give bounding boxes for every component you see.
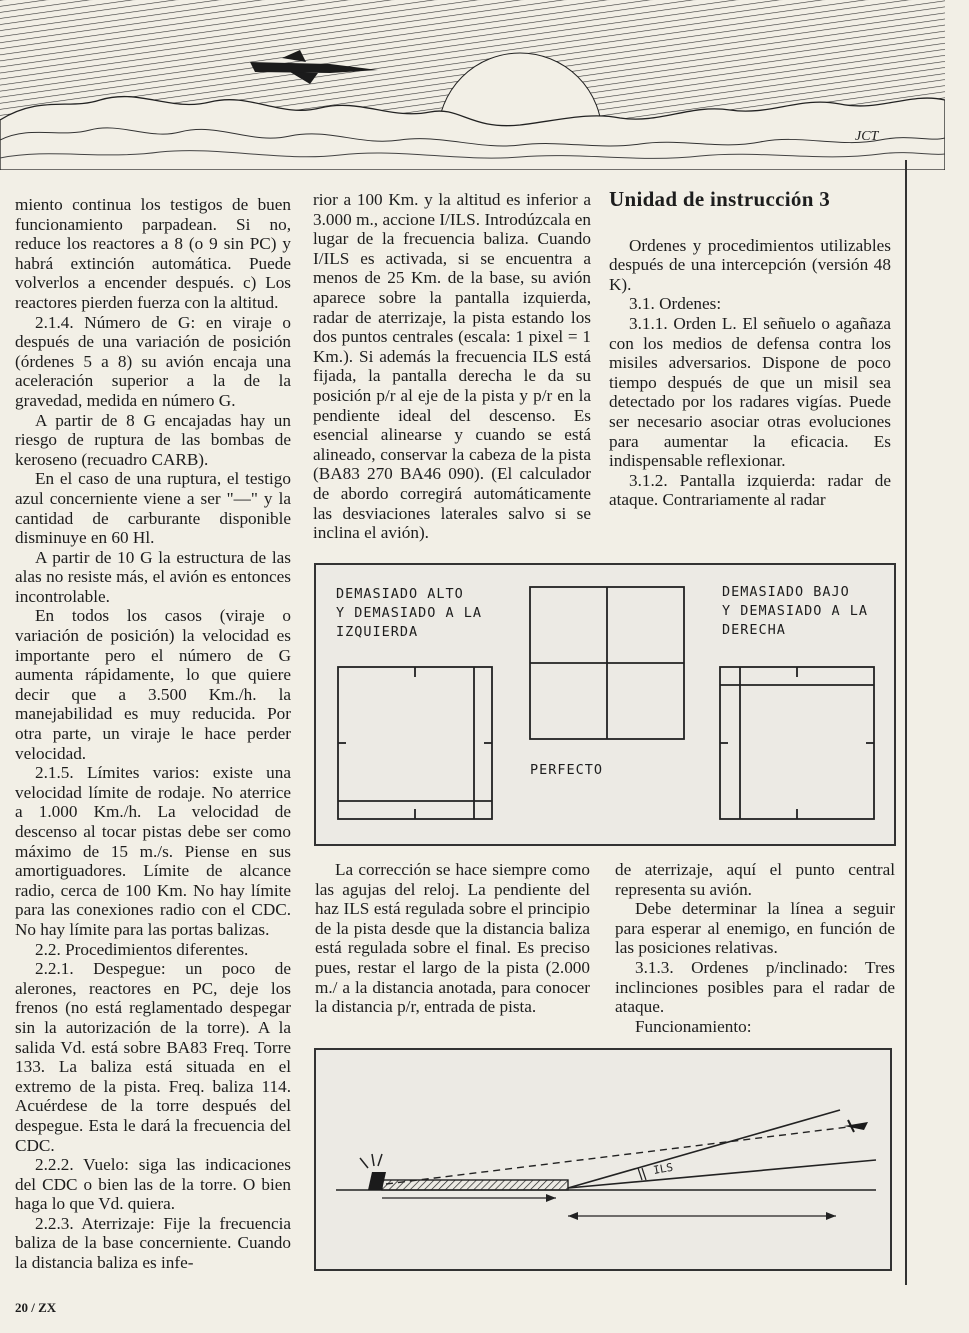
- page-frame-line: [905, 160, 907, 1285]
- header-illustration: [0, 0, 945, 170]
- paragraph: 2.1.4. Número de G: en viraje o después de una variación de posición (órdenes 5 a 8) su avión encaja una aceleración superior a la de la gravedad, medida en número G.: [15, 312, 291, 410]
- page-number: 20 / ZX: [15, 1300, 57, 1315]
- aircraft-icon: [844, 1120, 868, 1132]
- paragraph: A partir de 10 G la estructura de las alas no resiste más, el avión es entonces incontrolable.: [15, 547, 291, 606]
- ils-screens-drawing: [316, 565, 894, 844]
- paragraph: 2.2.3. Aterrizaje: Fije la frecuencia baliza de la base concerniente. Cuando la distancia baliza es infe-: [15, 1213, 291, 1273]
- glidepath-drawing: [316, 1050, 890, 1269]
- paragraph: 2.2. Procedimientos diferentes.: [35, 939, 249, 959]
- paragraph: 2.2.2. Vuelo: siga las indicaciones del CDC o bien las de la torre. O bien haga lo que Vd. quiera.: [15, 1155, 291, 1214]
- paragraph: 3.1.1. Orden L. El señuelo o agañaza con los medios de defensa contra los misiles adversarios. Dispone de poco tiempo después de que un misil sea detectado por los radares vigías. Puede ser necesario asociar otras evoluciones para aumentar la eficacia. Es indispensable reflexionar.: [609, 313, 891, 471]
- label-too-low-right: DEMASIADO BAJO Y DEMASIADO A LA DERECHA: [722, 584, 869, 638]
- paragraph: 3.1. Ordenes:: [629, 294, 722, 314]
- paragraph: Debe determinar la línea a seguir para esperar al enemigo, en función de las posiciones relativas.: [615, 899, 895, 958]
- ils-beam-label: ILS: [652, 1160, 675, 1177]
- paragraph: 3.1.2. Pantalla izquierda: radar de ataque. Contrariamente al radar: [609, 470, 891, 510]
- paragraph: En el caso de una ruptura, el testigo azul concerniente viene a ser "—" y la cantidad de carburante disponible disminuye en 60 Hl.: [15, 469, 291, 548]
- column-3-bottom: [615, 860, 895, 1036]
- sunset-clouds-illustration: [0, 0, 945, 170]
- column-2-bottom: [315, 860, 590, 1017]
- column-3: [609, 187, 891, 510]
- section-title: Unidad de instrucción 3: [609, 187, 831, 211]
- label-perfect: PERFECTO: [530, 762, 604, 778]
- paragraph: Funcionamiento:: [635, 1016, 752, 1036]
- artist-signature: JCT: [855, 129, 879, 144]
- ils-indicator-diagram: [314, 563, 896, 846]
- label-too-high-left: DEMASIADO ALTO Y DEMASIADO A LA IZQUIERDA: [336, 586, 483, 640]
- paragraph: 2.2.1. Despegue: un poco de alerones, reactores en PC, deje los frenos (no está reglamentado despegar sin la autorización de la torre). A la salida Vd. está sobre BA83 Freq. Torre 133. La baliza está situada en el extremo de la pista. Freq. baliza 114. Acuérdese de la torre después del despegue. Esta le dará la frecuencia del CDC.: [15, 959, 291, 1155]
- paragraph: 3.1.3. Ordenes p/inclinado: Tres inclinciones posibles para el radar de ataque.: [615, 957, 895, 1017]
- paragraph: En todos los casos (viraje o variación de posición) la velocidad es importante pero el número de G aumenta rápidamente, lo que quiere decir que a 3.500 Km./h. la manejabilidad es muy reducida. Por otra parte, un viraje le hace perder velocidad.: [15, 606, 291, 763]
- control-tower-icon: [360, 1154, 386, 1190]
- paragraph: miento continua los testigos de buen funcionamiento parpadean. Si no, reduce los reactores a 8 (o 9 sin PC) y habrá extinción automática. Puede volverlos a encender después. c) Los reactores pierden fuerza con la altitud.: [15, 195, 291, 312]
- paragraph: A partir de 8 G encajadas hay un riesgo de ruptura de las bombas de keroseno (recuadro CARB).: [15, 410, 291, 469]
- paragraph: 2.1.5. Límites varios: existe una velocidad límite de rodaje. No aterrice a 1.000 Km./h. La velocidad de descenso al tocar pistas debe ser como máximo de 15 m./s. Piense en sus amortiguadores. Límite de alcance radio, cerca de 100 Km. No hay límite para las conexiones radio con el CDC. No hay límite para las portas balizas.: [15, 763, 291, 939]
- paragraph: rior a 100 Km. y la altitud es inferior a 3.000 m., accione I/ILS. Introdúzcala en lugar de la frecuencia baliza. Cuando I/ILS es activada, si se encuentra a menos de 25 Km. de la base, su avión aparece sobre la pantalla izquierda, radar de aterrizaje, la pista estando los dos puntos centrales (escala: 1 pixel = 1 Km.). Si además la frecuencia ILS está fijada, la pantalla derecha le da su posición p/r al eje de la pista y p/r en la pendiente ideal del descenso. Es esencial alinearse y cuando se está alineado, conservar la cabeza de la pista (BA83 270 BA46 090). (El calculador de abordo corregirá automáticamente las desviaciones laterales salvo si se inclina el avión).: [313, 190, 591, 543]
- paragraph: de aterrizaje, aquí el punto central representa su avión.: [615, 860, 895, 899]
- ils-glidepath-diagram: [314, 1048, 892, 1271]
- paragraph: La corrección se hace siempre como las agujas del reloj. La pendiente del haz ILS está regulada sobre el principio de la pista desde que la distancia baliza está regulada sobre el final. Es preciso pues, restar el largo de la pista (2.000 m./ a la distancia anotada, para conocer la distancia p/r, entrada de pista.: [315, 860, 590, 1017]
- paragraph: Ordenes y procedimientos utilizables después de una intercepción (versión 48 K).: [609, 235, 891, 294]
- column-2: [313, 190, 591, 543]
- column-1: [15, 195, 291, 1273]
